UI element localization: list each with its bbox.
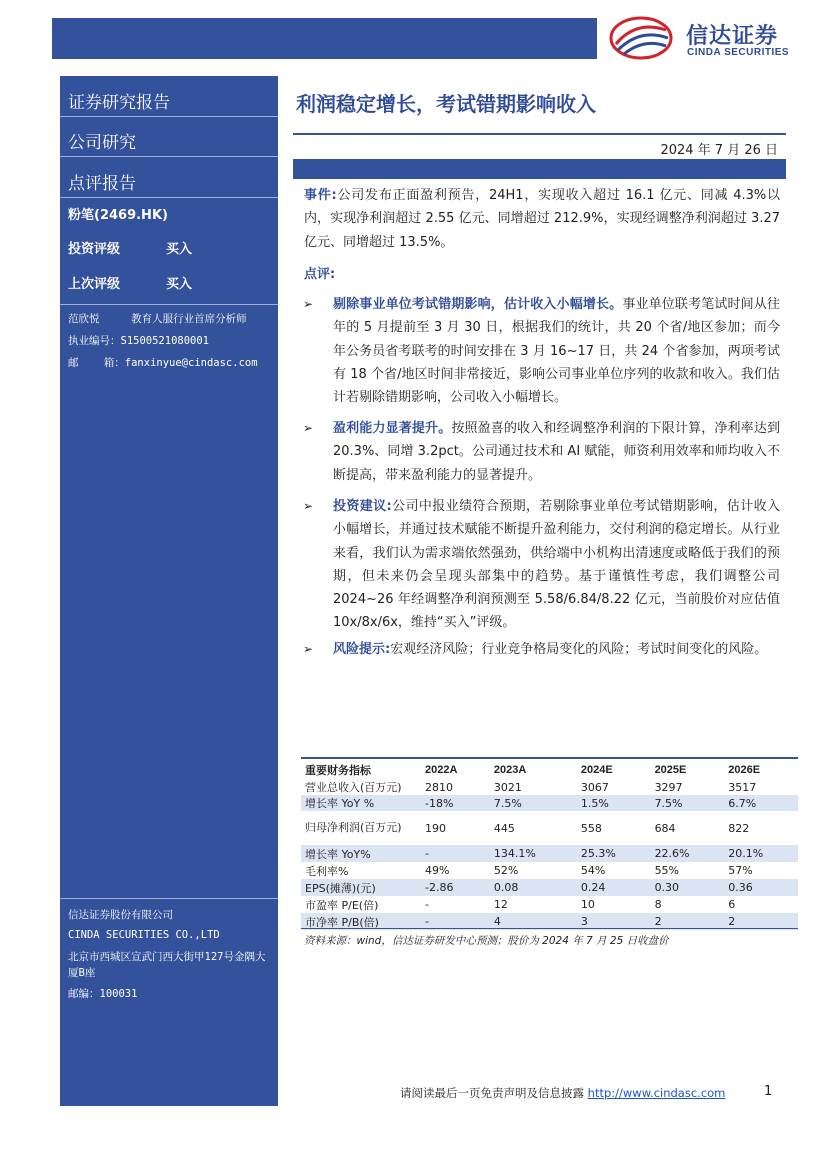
brand-name-zh: 信达证券 [686,24,779,49]
table-cell: 6 [728,898,736,911]
table-cell: 25.3% [577,845,651,862]
arrow-bullet-icon: ➢ [303,499,314,513]
table-cell: -18% [421,795,490,811]
point-head: 风险提示: [333,642,391,657]
table-cell: 0.36 [724,879,798,896]
table-row [301,896,798,913]
page-number: 1 [764,1084,773,1099]
table-cell: 7.5% [651,795,725,811]
table-cell: 2 [651,913,725,930]
table-cell: 3021 [493,780,522,794]
table-row [301,862,798,879]
brand-logo [606,14,806,62]
table-cell: 49% [425,864,450,877]
point-body: 宏观经济风险；行业竞争格局变化的风险；考试时间变化的风险。 [390,642,768,657]
table-cell: 3517 [728,780,757,794]
table-cell: 毛利率% [305,864,349,878]
table-cell: 7.5% [490,795,577,811]
category-label-2: 公司研究 [68,133,136,153]
category-label-3: 点评报告 [68,174,136,194]
table-source-note: 资料来源：wind，信达证券研发中心预测；股价为 2024 年 7 月 25 日收盘价 [304,935,669,947]
table-cell: 54% [580,864,606,877]
footer-disclaimer [400,1085,725,1101]
table-header-row [301,760,798,779]
table-cell: 4 [490,913,577,930]
table-bottom-rule [301,928,798,929]
table-cell: - [421,845,490,862]
table-cell: 445 [493,821,515,835]
website-link[interactable]: http://www.cindasc.com [587,1086,726,1100]
table-header-cell: 2026E [728,763,761,776]
table-cell: 10 [580,898,595,911]
title-rule [293,133,786,135]
table-cell: 营业总收入(百万元) [305,781,402,794]
table-cell: 增长率 YoY% [301,845,421,862]
table-cell: 52% [493,864,519,877]
point-paragraph [333,638,780,661]
table-row [301,879,798,896]
prev-rating-label: 上次评级 [68,277,121,292]
table-cell: 市净率 P/B(倍) [301,913,421,930]
company-name-en: CINDA SECURITIES CO.,LTD [68,929,220,941]
point-paragraph [333,293,780,409]
brand-name-en: CINDA SECURITIES [687,47,790,58]
table-cell: 8 [654,898,662,911]
point-paragraph [333,417,780,487]
table-cell: EPS(摊薄)(元) [301,879,421,896]
point-head: 盈利能力显著提升。 [333,421,452,436]
point-head: 投资建议: [333,499,392,514]
rating-label: 投资评级 [68,242,121,257]
analyst-license: 执业编号：S1500521080001 [68,335,210,347]
table-cell: 22.6% [651,845,725,862]
table-row [301,811,798,845]
table-cell: - [425,898,429,911]
report-date: 2024 年 7 月 26 日 [660,143,778,158]
analyst-info: 范欣悦 教育人服行业首席分析师 [68,313,247,325]
table-cell: 20.1% [724,845,798,862]
table-cell: 558 [580,821,602,835]
table-cell: 市盈率 P/E(倍) [305,898,379,912]
table-cell: 2 [724,913,798,930]
sidebar-divider [60,304,278,305]
table-cell: - [421,913,490,930]
report-title: 利润稳定增长，考试错期影响收入 [296,92,596,116]
company-name-zh: 信达证券股份有限公司 [68,909,173,921]
rating-value: 买入 [166,242,193,257]
arrow-bullet-icon: ➢ [303,642,314,656]
table-cell: 3297 [654,780,683,794]
point-body: 事业单位联考笔试时间从往年的 5 月提前至 3 月 30 日，根据我们的统计，共 20 个省/地区参加；而今年公务员省考联考的时间安排在 3 月 16~17 日，共 24 个省参加，两项考试有 18 个省/地区时间非常接近，影响公司事业单位序列的收款和收入。我们估计若剔除错期影响，公司收入小幅增长。 [333,297,780,406]
table-cell: 2810 [425,780,453,794]
sidebar-divider [60,898,278,899]
point-paragraph [333,495,780,635]
event-text: 公司发布正面盈利预告，24H1，实现收入超过 16.1 亿元、同减 4.3%以内，实现净利润超过 2.55 亿元、同增超过 212.9%，实现经调整净利润超过 3.27 亿元、同增超过 13.5%。 [304,188,780,250]
event-label: 事件: [304,188,337,203]
table-cell: 55% [654,864,680,877]
table-cell: 134.1% [490,845,577,862]
table-cell: 6.7% [724,795,798,811]
table-cell: 0.08 [490,879,577,896]
sidebar [60,76,278,1106]
disclaimer-text: 请阅读最后一页免责声明及信息披露 [400,1086,584,1100]
table-cell: 增长率 YoY % [301,795,421,811]
category-label-1: 证券研究报告 [68,93,170,113]
sidebar-divider [60,197,278,198]
point-body: 按照盈喜的收入和经调整净利润的下限计算，净利率达到 20.3%、同增 3.2pct。公司通过技术和 AI 赋能，师资利用效率和师均收入不断提高，带来盈利能力的显著提升。 [333,421,780,483]
arrow-bullet-icon: ➢ [303,297,314,311]
table-cell: 3067 [580,780,609,794]
analyst-email[interactable]: 邮 箱：fanxinyue@cindasc.com [68,357,258,369]
table-cell: -2.86 [421,879,490,896]
table-cell: 190 [425,821,446,835]
table-cell: 0.30 [651,879,725,896]
prev-rating-value: 买入 [166,277,193,292]
table-cell: 684 [654,821,676,835]
table-row [301,845,798,862]
table-top-rule [301,757,798,759]
table-header-cell: 2023A [493,763,527,776]
table-cell: 1.5% [577,795,651,811]
cinda-logo-icon [606,14,676,60]
company-postcode: 邮编：100031 [68,988,138,1000]
header-band [52,18,597,59]
table-header-cell: 2024E [580,763,613,776]
table-cell: 57% [728,864,753,877]
sidebar-divider [60,116,278,117]
table-cell: 0.24 [577,879,651,896]
stock-name: 粉笔(2469.HK) [68,208,168,223]
sidebar-divider [60,156,278,157]
arrow-bullet-icon: ➢ [303,421,314,435]
table-header-cell: 重要财务指标 [305,764,371,777]
table-header-cell: 2025E [654,763,687,776]
company-address: 北京市西城区宣武门西大街甲127号金隅大厦B座 [68,951,266,979]
comment-label: 点评: [304,267,336,282]
table-cell: 12 [493,898,508,911]
table-header-cell: 2022A [425,763,458,776]
table-row [301,779,798,795]
point-body: 公司中报业绩符合预期，若剔除事业单位考试错期影响，估计收入小幅增长，并通过技术赋能不断提升盈利能力，交付利润的稳定增长。从行业来看，我们认为需求端依然强劲，供给端中小机构出清速度或略低于我们的预期，但未来仍会呈现头部集中的趋势。基于谨慎性考虑，我们调整公司 2024~26 年经调整净利润预测至 5.58/6.84/8.22 亿元，当前股价对应估值 10x/8x/6x，维持“买入”评级。 [333,499,780,631]
table-cell: 3 [577,913,651,930]
event-paragraph [304,184,780,254]
financial-table [301,760,798,930]
table-cell: 归母净利润(百万元) [305,821,402,834]
title-band [293,159,786,179]
table-row [301,795,798,811]
point-head: 剔除事业单位考试错期影响，估计收入小幅增长。 [333,297,623,312]
table-cell: 822 [728,821,750,835]
